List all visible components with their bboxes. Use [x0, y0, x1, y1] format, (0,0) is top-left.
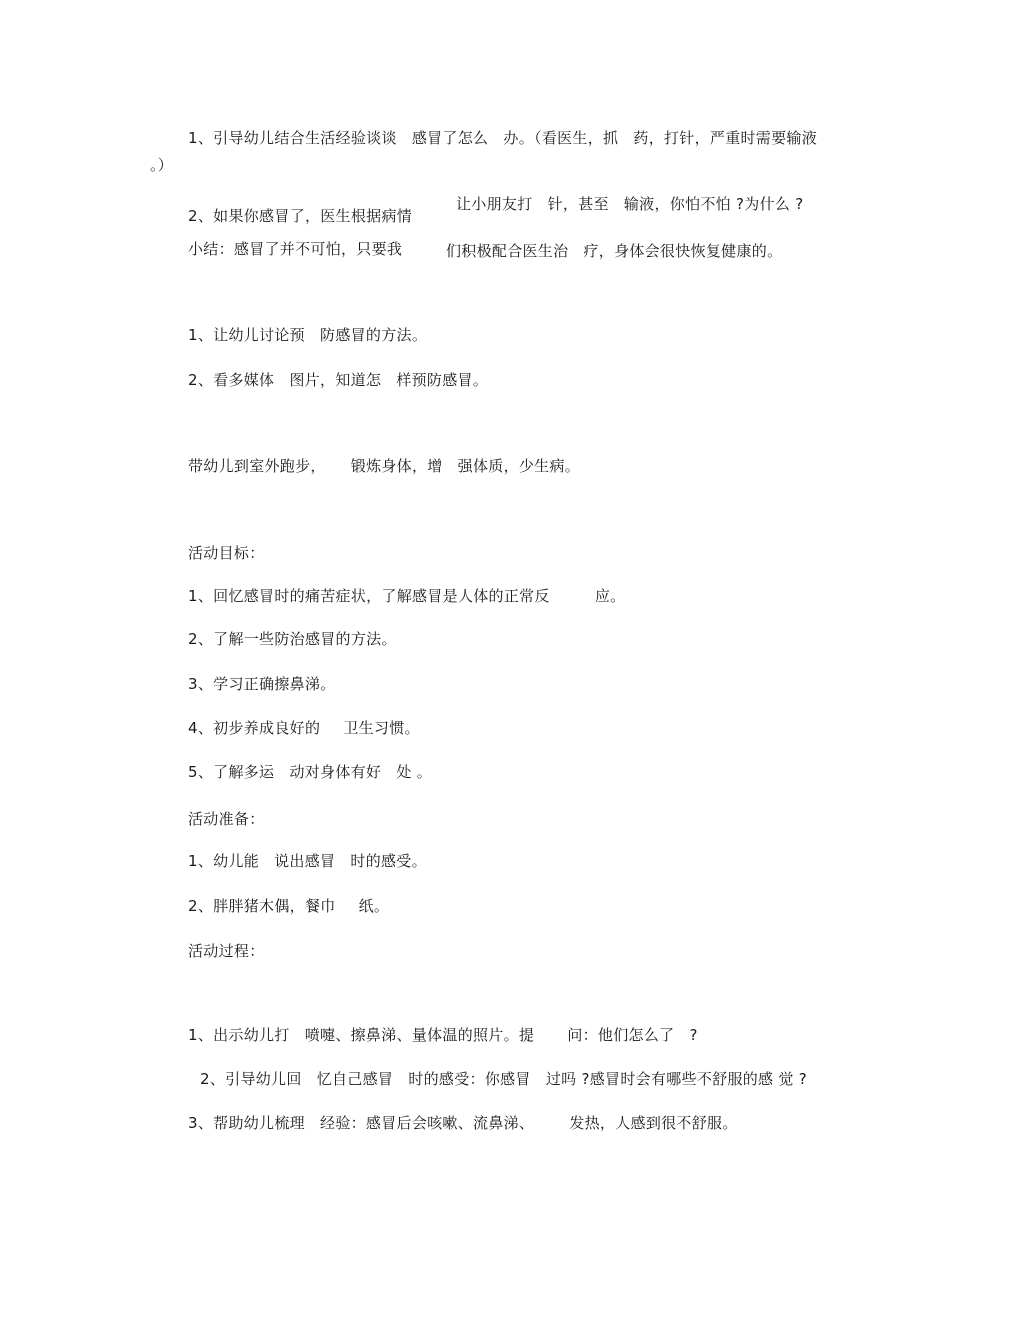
paragraph-line: [456, 194, 804, 214]
text-segment: 纸。: [358, 897, 390, 915]
paragraph-line: [188, 629, 397, 649]
text-segment: 忆自己感冒: [316, 1070, 394, 1088]
paragraph-line: [188, 206, 412, 226]
text-segment: 感冒了怎么: [411, 129, 489, 147]
text-segment: 2、如果你感冒了，医生根据病情: [188, 207, 413, 225]
paragraph-line: [188, 896, 389, 916]
text-segment: 过吗 ?感冒时会有哪些不舒服的感 觉 ?: [545, 1070, 808, 1088]
paragraph-line: [188, 1113, 738, 1133]
text-segment: 动对身体有好: [289, 763, 382, 781]
paragraph-line: [188, 851, 427, 871]
paragraph-line: [188, 325, 427, 345]
text-segment: 疗，身体会很快恢复健康的。: [583, 242, 783, 260]
paragraph-line: [188, 1025, 698, 1045]
text-segment: 时的感受：你感冒: [408, 1070, 531, 1088]
text-segment: 防感冒的方法。: [320, 326, 428, 344]
text-segment: 5、了解多运: [188, 763, 275, 781]
text-segment: 。）: [150, 156, 174, 174]
section-heading: [188, 941, 265, 961]
paragraph-line: [188, 456, 580, 476]
text-segment: 时的感受。: [350, 852, 427, 870]
text-segment: 锻炼身体，增: [350, 457, 443, 475]
paragraph-line: [188, 370, 488, 390]
text-segment: 3、学习正确擦鼻涕。: [188, 675, 336, 693]
paragraph-line: [188, 239, 402, 259]
text-segment: 图片，知道怎: [289, 371, 382, 389]
text-segment: 们积极配合医生治: [446, 242, 569, 260]
text-segment: 让小朋友打: [456, 195, 533, 213]
paragraph-line: [188, 128, 817, 148]
text-segment: 应。: [594, 587, 626, 605]
text-segment: 办。（看医生，抓: [503, 129, 619, 147]
text-segment: 1、让幼儿讨论预: [188, 326, 305, 344]
text-segment: 处 。: [396, 763, 432, 781]
paragraph-line: [446, 241, 782, 261]
section-heading: [188, 809, 265, 829]
text-segment: 2、看多媒体: [188, 371, 275, 389]
text-segment: 1、引导幼儿结合生活经验谈谈: [188, 129, 397, 147]
text-segment: 2、引导幼儿回: [200, 1070, 302, 1088]
text-segment: 活动准备：: [188, 810, 265, 828]
text-segment: 输液，你怕不怕 ?为什么 ?: [623, 195, 804, 213]
text-segment: 强体质，少生病。: [457, 457, 581, 475]
text-segment: ?: [689, 1026, 698, 1044]
text-segment: 活动目标：: [188, 544, 265, 562]
text-segment: 样预防感冒。: [396, 371, 489, 389]
text-segment: 说出感冒: [274, 852, 336, 870]
text-segment: 问：他们怎么了: [567, 1026, 675, 1044]
text-segment: 2、胖胖猪木偶，餐巾: [188, 897, 336, 915]
text-segment: 活动过程：: [188, 942, 265, 960]
paragraph-line: [188, 718, 420, 738]
paragraph-line: [150, 155, 173, 175]
text-segment: 小结：感冒了并不可怕，只要我: [188, 240, 403, 258]
text-segment: 3、帮助幼儿梳理: [188, 1114, 305, 1132]
text-segment: 发热，人感到很不舒服。: [569, 1114, 738, 1132]
text-segment: 2、了解一些防治感冒的方法。: [188, 630, 397, 648]
text-segment: 4、初步养成良好的: [188, 719, 321, 737]
text-segment: 卫生习惯。: [343, 719, 420, 737]
text-segment: 喷嚏、擦鼻涕、量体温的照片。提: [304, 1026, 535, 1044]
text-segment: 经验：感冒后会咳嗽、流鼻涕、: [320, 1114, 535, 1132]
text-segment: 针，甚至: [547, 195, 609, 213]
text-segment: 1、出示幼儿打: [188, 1026, 290, 1044]
text-segment: 1、回忆感冒时的痛苦症状，了解感冒是人体的正常反: [188, 587, 550, 605]
section-heading: [188, 543, 265, 563]
paragraph-line: [188, 762, 432, 782]
paragraph-line: [188, 586, 625, 606]
text-segment: 1、幼儿能: [188, 852, 260, 870]
paragraph-line: [200, 1069, 807, 1089]
text-segment: 药，打针，严重时需要输液: [633, 129, 818, 147]
paragraph-line: [188, 674, 336, 694]
text-segment: 带幼儿到室外跑步，: [188, 457, 326, 475]
